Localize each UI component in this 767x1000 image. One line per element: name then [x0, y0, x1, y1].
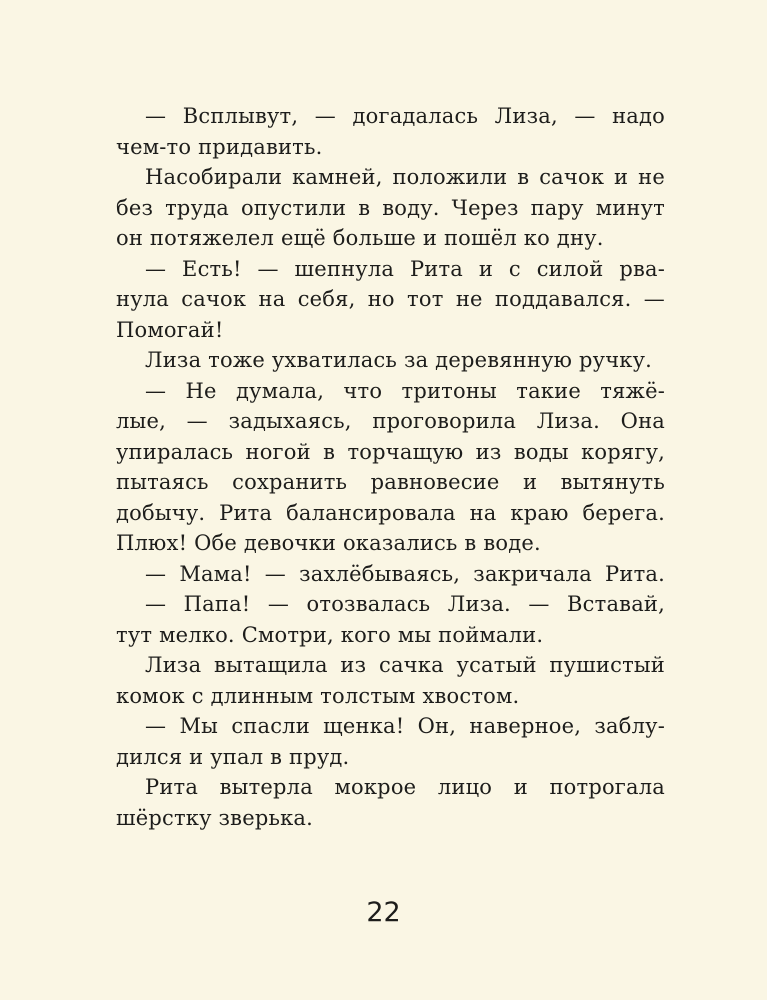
text-line: нула сачок на себя, но тот не поддавался. — [116, 287, 665, 311]
text-line: лые, — задыхаясь, проговорила Лиза. Она [116, 409, 665, 433]
text-line: Лиза вытащила из сачка усатый пушистый [145, 653, 665, 677]
text-line: шёрстку зверька. [116, 805, 314, 830]
text-line: дился и упал в пруд. [116, 744, 350, 769]
text-line: тут мелко. Смотри, кого мы поймали. [116, 622, 544, 647]
text-line: упиралась ногой в торчащую из воды корягу, [116, 439, 665, 464]
text-line: Помогай! [116, 317, 224, 342]
text-line: — Папа! — отозвалась Лиза. — Вставай, [145, 592, 665, 616]
text-line: Лиза тоже ухватилась за деревянную ручку. [145, 348, 653, 372]
text-line: — Есть! — шепнула Рита и с силой рва- [145, 256, 665, 281]
text-line: добычу. Рита балансировала на краю берега. [116, 500, 665, 525]
text-line: он потяжелел ещё больше и пошёл ко дну. [116, 226, 604, 250]
text-line: — Мы спасли щенка! Он, наверное, заблу- [145, 714, 665, 738]
text-line: чем-то придавить. [116, 134, 323, 159]
text-line: — Не думала, что тритоны такие тяжё- [145, 378, 665, 403]
text-line: — Мама! — захлёбываясь, закричала Рита. [145, 561, 665, 586]
text-line: комок с длинным толстым хвостом. [116, 683, 520, 708]
page-number: 22 [366, 897, 401, 928]
text-line: Плюх! Обе девочки оказались в воде. [116, 531, 541, 555]
body-text [116, 101, 665, 833]
text-line: Рита вытерла мокрое лицо и потрогала [145, 775, 665, 799]
text-line: без труда опустили в воду. Через пару минут [116, 195, 665, 220]
text-line: — Всплывут, — догадалась Лиза, — надо [145, 104, 665, 128]
text-line: Насобирали камней, положили в сачок и не [145, 165, 665, 189]
text-line: пытаясь сохранить равновесие и вытянуть [116, 470, 665, 494]
